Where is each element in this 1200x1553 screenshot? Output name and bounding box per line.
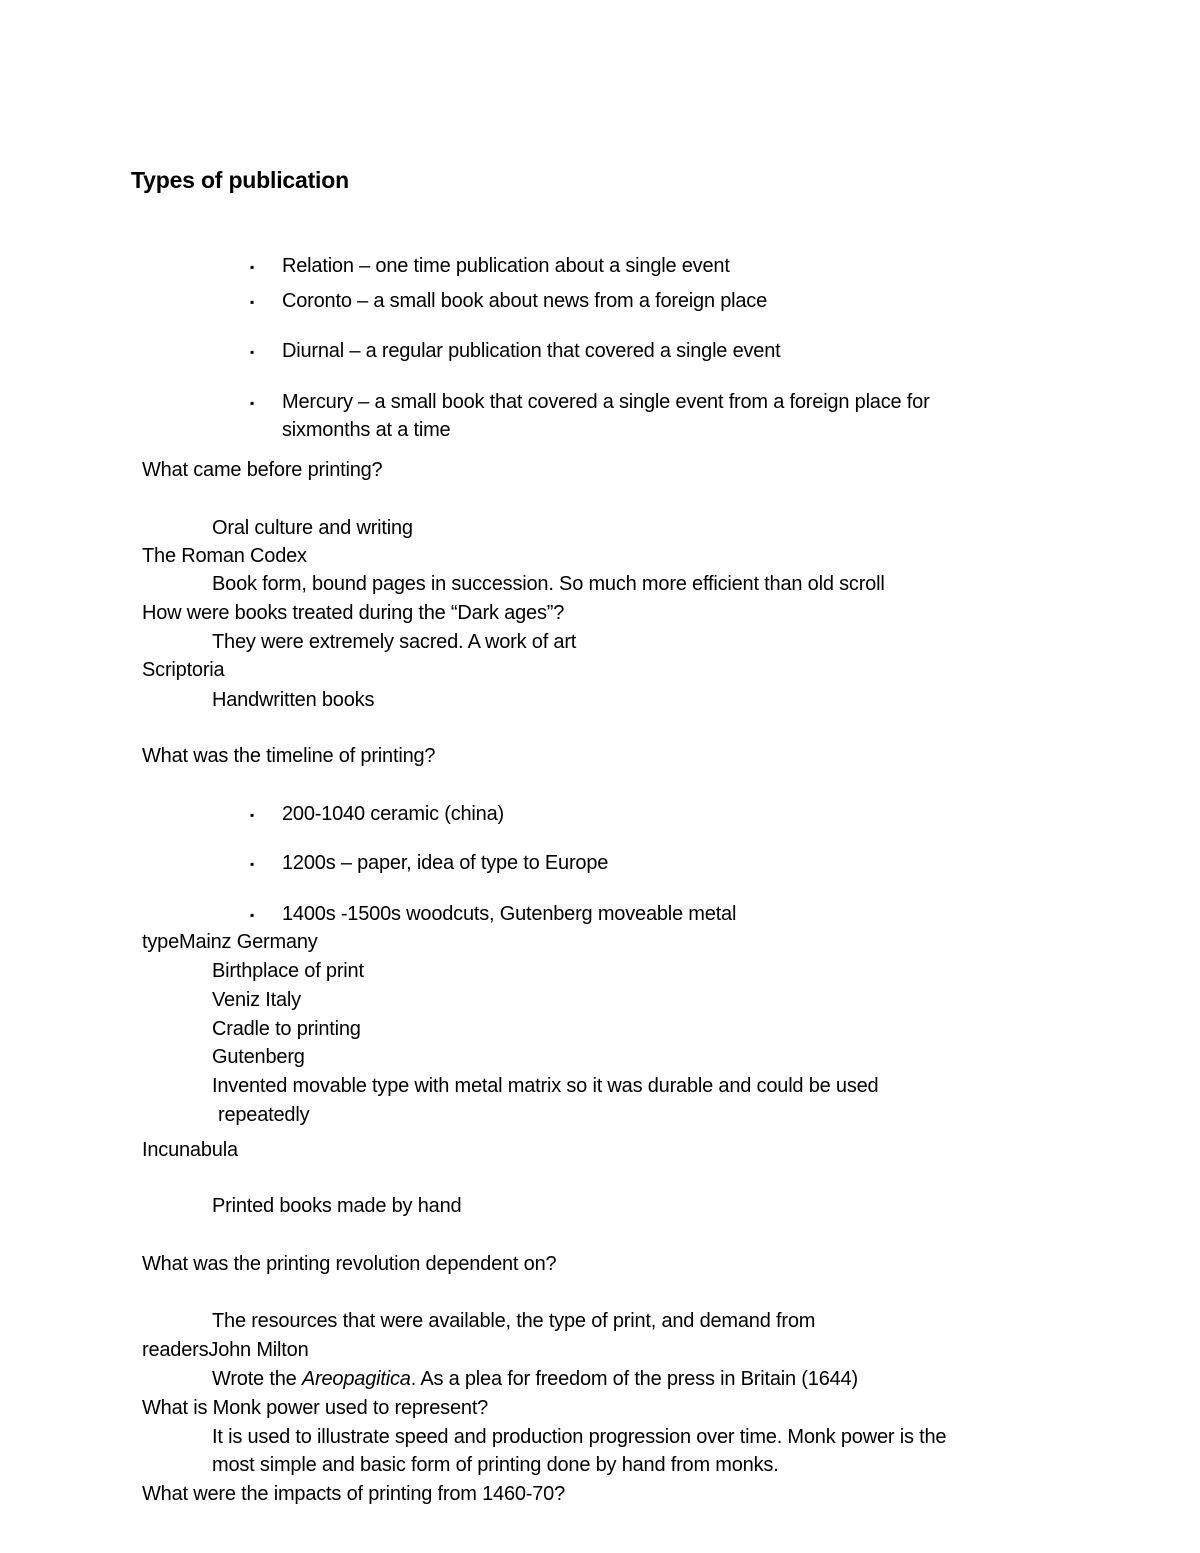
question-timeline: What was the timeline of printing? [142,745,436,767]
answer-scriptoria: Handwritten books [212,689,375,711]
bullet-icon: ▪ [250,260,255,274]
question-monk-power: What is Monk power used to represent? [142,1397,489,1419]
place-veniz-italy: Veniz Italy [212,989,301,1011]
answer-before-printing: Oral culture and writing [212,517,413,539]
milton-suffix: . As a plea for freedom of the press in Britain (1644) [410,1368,858,1390]
answer-gutenberg-continued: repeatedly [218,1104,310,1126]
milton-work-title: Areopagitica [301,1368,411,1390]
timeline-item-paper: 1200s – paper, idea of type to Europe [282,852,609,874]
question-revolution: What was the printing revolution dependent on? [142,1253,557,1275]
heading-roman-codex: The Roman Codex [142,545,307,567]
answer-incunabula: Printed books made by hand [212,1195,462,1217]
answer-revolution: The resources that were available, the type of print, and demand from [212,1310,816,1332]
timeline-item-woodcuts: 1400s -1500s woodcuts, Gutenberg moveable metal [282,903,737,925]
timeline-continuation: typeMainz Germany [142,931,318,953]
heading-gutenberg: Gutenberg [212,1046,305,1068]
heading-scriptoria: Scriptoria [142,659,225,681]
bullet-icon: ▪ [250,345,255,359]
bullet-icon: ▪ [250,908,255,922]
answer-milton [212,1367,858,1391]
answer-revolution-continued: readersJohn Milton [142,1339,309,1361]
publication-type-mercury: Mercury – a small book that covered a single event from a foreign place for [282,391,930,413]
answer-roman-codex: Book form, bound pages in succession. So much more efficient than old scroll [212,573,885,595]
place-note-birthplace: Birthplace of print [212,960,364,982]
publication-type-diurnal: Diurnal – a regular publication that covered a single event [282,340,781,362]
bullet-icon: ▪ [250,857,255,871]
answer-monk-power-continued: most simple and basic form of printing done by hand from monks. [212,1454,779,1476]
place-note-cradle: Cradle to printing [212,1018,361,1040]
page-title: Types of publication [131,167,349,193]
publication-type-coronto: Coronto – a small book about news from a foreign place [282,290,768,312]
bullet-icon: ▪ [250,295,255,309]
bullet-icon: ▪ [250,396,255,410]
answer-dark-ages: They were extremely sacred. A work of art [212,631,577,653]
publication-type-mercury-continued: sixmonths at a time [282,419,451,441]
bullet-icon: ▪ [250,808,255,822]
answer-gutenberg: Invented movable type with metal matrix so it was durable and could be used [212,1075,879,1097]
answer-monk-power: It is used to illustrate speed and production progression over time. Monk power is the [212,1426,947,1448]
question-dark-ages: How were books treated during the “Dark ages”? [142,602,565,624]
heading-incunabula: Incunabula [142,1139,238,1161]
question-before-printing: What came before printing? [142,459,383,481]
publication-type-relation: Relation – one time publication about a single event [282,255,730,277]
timeline-item-ceramic: 200-1040 ceramic (china) [282,803,504,825]
milton-prefix: Wrote the [212,1368,302,1390]
question-impacts: What were the impacts of printing from 1460-70? [142,1483,566,1505]
